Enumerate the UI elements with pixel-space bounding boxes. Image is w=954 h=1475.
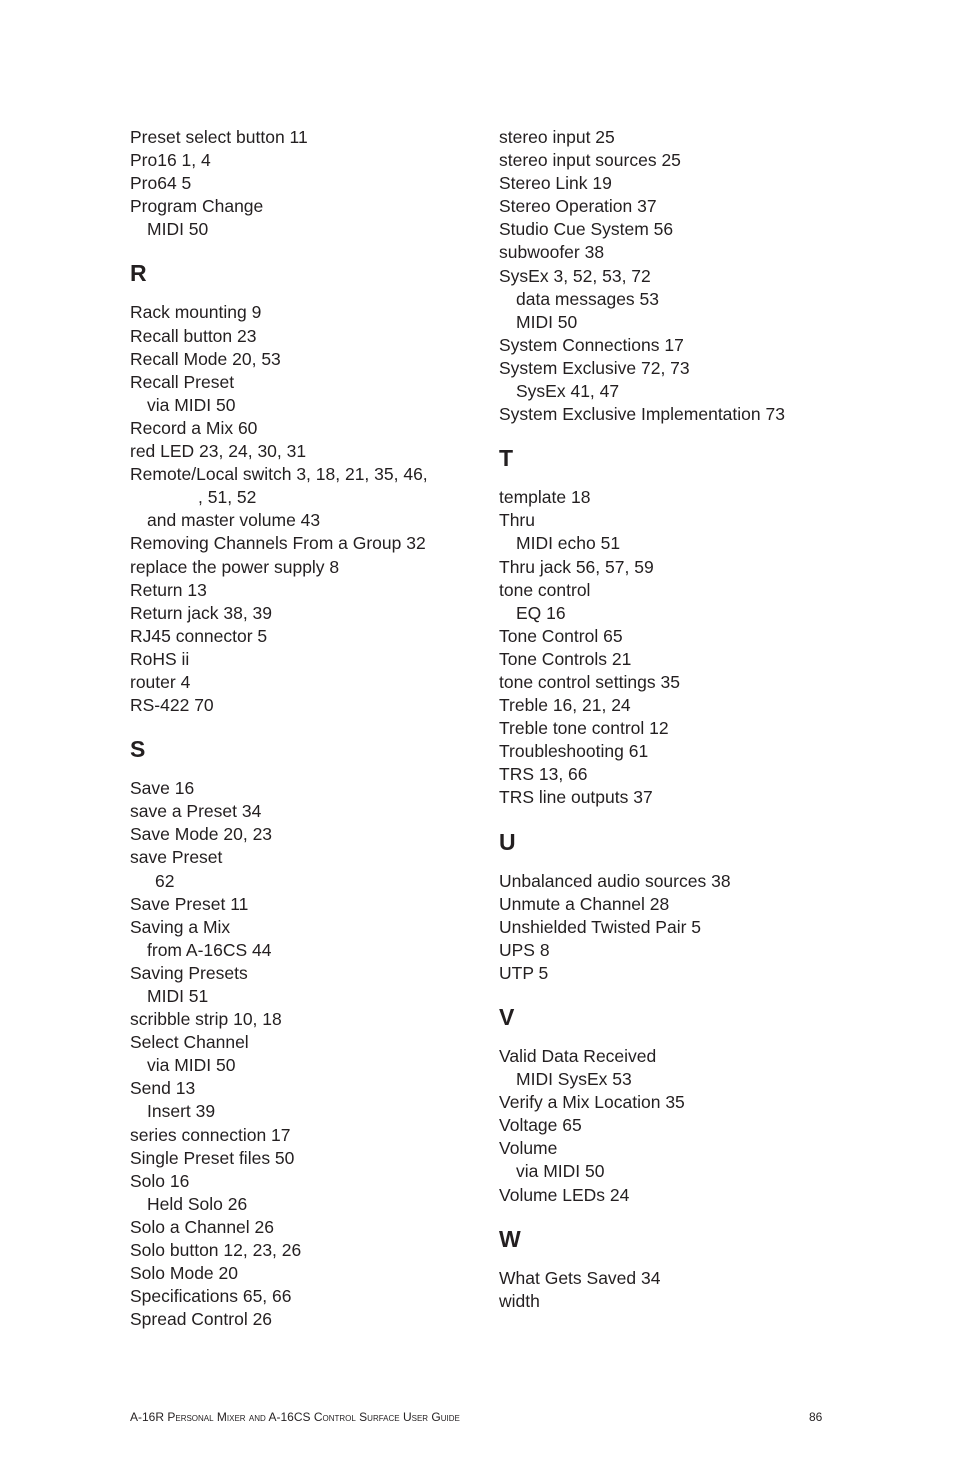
section-letter: V	[499, 1004, 515, 1030]
index-entry: What Gets Saved 34	[499, 1267, 661, 1288]
index-subentry: from A-16CS 44	[147, 939, 272, 960]
index-entry: Recall Mode 20, 53	[130, 348, 281, 369]
index-subentry: EQ 16	[516, 602, 566, 623]
index-entry: Treble 16, 21, 24	[499, 695, 631, 716]
index-entry: Remote/Local switch 3, 18, 21, 35, 46,	[130, 464, 428, 485]
index-subentry: MIDI echo 51	[516, 533, 621, 554]
index-entry: Voltage 65	[499, 1115, 582, 1136]
section-letter: U	[499, 828, 516, 855]
index-entry: Pro64 5	[130, 173, 192, 194]
index-entry: SysEx 3, 52, 53, 72	[499, 265, 651, 286]
index-subentry: via MIDI 50	[516, 1161, 605, 1182]
index-entry: tone control settings 35	[499, 671, 680, 692]
index-entry: red LED 23, 24, 30, 31	[130, 441, 307, 462]
index-entry: Volume	[499, 1138, 558, 1159]
index-entry: Tone Controls 21	[499, 648, 632, 669]
index-entry: UTP 5	[499, 962, 549, 983]
index-entry: Specifications 65, 66	[130, 1286, 292, 1307]
index-entry: Stereo Link 19	[499, 173, 612, 194]
index-entry: System Exclusive Implementation 73	[499, 404, 785, 425]
index-entry: Saving a Mix	[130, 916, 231, 937]
index-entry: Troubleshooting 61	[499, 741, 649, 762]
footer-title: A-16R Personal Mixer and A-16CS Control Surface User Guide	[130, 1410, 460, 1424]
index-entry: scribble strip 10, 18	[130, 1009, 282, 1030]
index-subentry: MIDI 50	[516, 311, 578, 332]
index-entry: Save Mode 20, 23	[130, 824, 273, 845]
index-entry: save a Preset 34	[130, 801, 262, 822]
index-entry: stereo input sources 25	[499, 150, 681, 171]
index-entry: Preset select button 11	[130, 127, 308, 147]
index-entry: Tone Control 65	[499, 625, 623, 646]
index-entry: Solo 16	[130, 1170, 190, 1191]
index-subentry: via MIDI 50	[147, 1055, 236, 1076]
index-entry: Record a Mix 60	[130, 417, 258, 438]
index-entry: Save 16	[130, 778, 195, 799]
index-entry: Saving Presets	[130, 962, 248, 983]
index-entry: Thru jack 56, 57, 59	[499, 556, 654, 577]
index-entry: Select Channel	[130, 1032, 249, 1053]
index-subentry: Insert 39	[147, 1101, 216, 1122]
section-letter: R	[130, 260, 147, 287]
index-subentry: data messages 53	[516, 288, 660, 309]
index-entry: Solo Mode 20	[130, 1263, 238, 1284]
index-entry: Solo button 12, 23, 26	[130, 1240, 302, 1261]
index-entry: Return jack 38, 39	[130, 602, 273, 623]
index-entry: Save Preset 11	[130, 893, 249, 914]
index-entry: Volume LEDs 24	[499, 1184, 630, 1205]
index-entry: RJ45 connector 5	[130, 625, 268, 646]
index-entry: Pro16 1, 4	[130, 150, 211, 171]
index-entry: Single Preset files 50	[130, 1147, 295, 1168]
index-entry: width	[499, 1290, 540, 1311]
index-column-right	[499, 126, 859, 1313]
index-entry: Send 13	[130, 1078, 196, 1099]
page-number: 86	[809, 1410, 823, 1424]
index-entry: replace the power supply 8	[130, 556, 340, 577]
index-entry: Thru	[499, 510, 535, 531]
index-entry: Studio Cue System 56	[499, 219, 674, 240]
index-entry: Unshielded Twisted Pair 5	[499, 916, 702, 937]
index-entry: Treble tone control 12	[499, 718, 669, 739]
index-subentry: Held Solo 26	[147, 1193, 248, 1214]
index-subentry: via MIDI 50	[147, 394, 236, 415]
index-column-left	[130, 126, 490, 1331]
index-entry: System Connections 17	[499, 334, 684, 355]
index-entry: tone control	[499, 579, 591, 600]
index-entry: series connection 17	[130, 1124, 291, 1145]
index-subentry: 62	[155, 870, 175, 891]
index-entry: router 4	[130, 671, 191, 692]
index-entry: template 18	[499, 487, 591, 508]
section-letter: S	[130, 736, 146, 763]
index-entry: Spread Control 26	[130, 1309, 273, 1330]
index-subentry: and master volume 43	[147, 510, 321, 531]
index-entry: Program Change	[130, 196, 264, 217]
index-entry: Recall button 23	[130, 325, 257, 346]
index-entry: Unbalanced audio sources 38	[499, 870, 731, 891]
index-subentry: , 51, 52	[198, 487, 257, 508]
index-entry: System Exclusive 72, 73	[499, 357, 690, 378]
index-entry: save Preset	[130, 847, 223, 868]
section-letter: T	[499, 445, 514, 472]
index-entry: Recall Preset	[130, 371, 235, 392]
index-subentry: MIDI 50	[147, 219, 209, 240]
index-entry: TRS 13, 66	[499, 764, 588, 785]
index-entry: subwoofer 38	[499, 242, 605, 263]
index-entry: UPS 8	[499, 939, 550, 960]
section-letter: W	[499, 1225, 521, 1252]
index-entry: Removing Channels From a Group 32	[130, 533, 426, 554]
index-entry: Rack mounting 9	[130, 302, 262, 323]
index-entry: Return 13	[130, 579, 207, 600]
index-entry: RS-422 70	[130, 695, 214, 716]
index-entry: Stereo Operation 37	[499, 196, 657, 217]
index-entry: Valid Data Received	[499, 1046, 657, 1066]
index-subentry: SysEx 41, 47	[516, 381, 620, 402]
index-entry: RoHS ii	[130, 648, 190, 669]
index-entry: stereo input 25	[499, 127, 615, 147]
index-subentry: MIDI 51	[147, 986, 209, 1006]
index-entry: TRS line outputs 37	[499, 787, 653, 808]
index-entry: Unmute a Channel 28	[499, 893, 670, 914]
index-entry: Verify a Mix Location 35	[499, 1092, 685, 1113]
index-subentry: MIDI SysEx 53	[516, 1069, 632, 1090]
index-entry: Solo a Channel 26	[130, 1216, 274, 1237]
